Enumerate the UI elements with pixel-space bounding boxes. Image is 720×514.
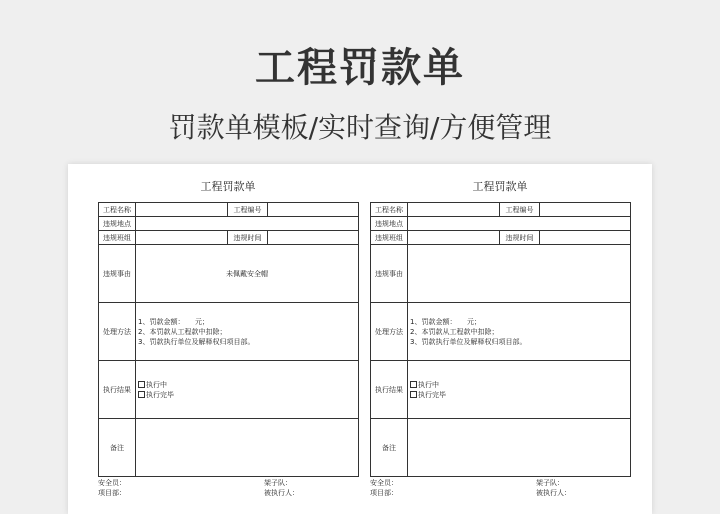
location-label: 违规地点 [99,217,136,231]
project-name-field[interactable] [408,203,500,217]
result-option[interactable] [138,380,356,390]
remark-label: 备注 [99,419,136,477]
project-no-label: 工程编号 [500,203,540,217]
project-no-label: 工程编号 [228,203,268,217]
method-content [408,303,631,361]
project-no-field[interactable] [540,203,631,217]
project-no-field[interactable] [268,203,359,217]
method-label: 处理方法 [371,303,408,361]
project-name-field[interactable] [136,203,228,217]
result-content [136,361,359,419]
remark-field[interactable] [136,419,359,477]
team-label: 违规班组 [371,231,408,245]
executed-person-label: 被执行人： [536,489,571,497]
form-title: 工程罚款单 [200,180,256,193]
method-line: 3、罚款执行单位及解释权归项目部。 [410,337,527,346]
method-line: 2、本罚款从工程款中扣除； [410,327,499,336]
team-label: 违规班组 [99,231,136,245]
document-sheet [68,164,652,514]
team-field[interactable] [136,231,228,245]
project-dept-label: 项目部： [370,489,398,497]
time-label: 违规时间 [228,231,268,245]
project-name-label: 工程名称 [371,203,408,217]
remark-label: 备注 [371,419,408,477]
result-option[interactable] [410,380,628,390]
checkbox-icon[interactable] [138,391,145,398]
signature-footer [370,478,630,498]
checkbox-icon[interactable] [410,391,417,398]
page-subtitle: 罚款单模板/实时查询/方便管理 [168,111,552,144]
result-option-label: 执行完毕 [146,390,174,399]
method-label: 处理方法 [99,303,136,361]
method-line: 1、罚款金额： 元； [410,317,481,326]
result-content [408,361,631,419]
result-option-label: 执行完毕 [418,390,446,399]
signature-footer [98,478,358,498]
time-field[interactable] [268,231,359,245]
form-title: 工程罚款单 [472,180,528,193]
reason-field[interactable]: 未佩戴安全帽 [136,245,359,303]
result-option[interactable] [410,390,628,400]
location-field[interactable] [408,217,631,231]
executed-person-label: 被执行人： [264,489,299,497]
method-line: 1、罚款金额： 元； [138,317,209,326]
method-content [136,303,359,361]
project-name-label: 工程名称 [99,203,136,217]
checkbox-icon[interactable] [410,381,417,388]
result-option[interactable] [138,390,356,400]
result-label: 执行结果 [99,361,136,419]
time-label: 违规时间 [500,231,540,245]
location-field[interactable] [136,217,359,231]
result-option-label: 执行中 [418,380,439,389]
remark-field[interactable] [408,419,631,477]
time-field[interactable] [540,231,631,245]
result-option-label: 执行中 [146,380,167,389]
reason-label: 违规事由 [99,245,136,303]
team-leader-label: 架子队： [536,479,564,487]
result-label: 执行结果 [371,361,408,419]
safety-officer-label: 安全员： [98,479,126,487]
reason-label: 违规事由 [371,245,408,303]
fine-table [98,202,359,477]
fine-table [370,202,631,477]
safety-officer-label: 安全员： [370,479,398,487]
method-line: 2、本罚款从工程款中扣除； [138,327,227,336]
method-line: 3、罚款执行单位及解释权归项目部。 [138,337,255,346]
team-field[interactable] [408,231,500,245]
team-leader-label: 架子队： [264,479,292,487]
location-label: 违规地点 [371,217,408,231]
page-title: 工程罚款单 [255,45,465,91]
project-dept-label: 项目部： [98,489,126,497]
reason-field[interactable] [408,245,631,303]
checkbox-icon[interactable] [138,381,145,388]
